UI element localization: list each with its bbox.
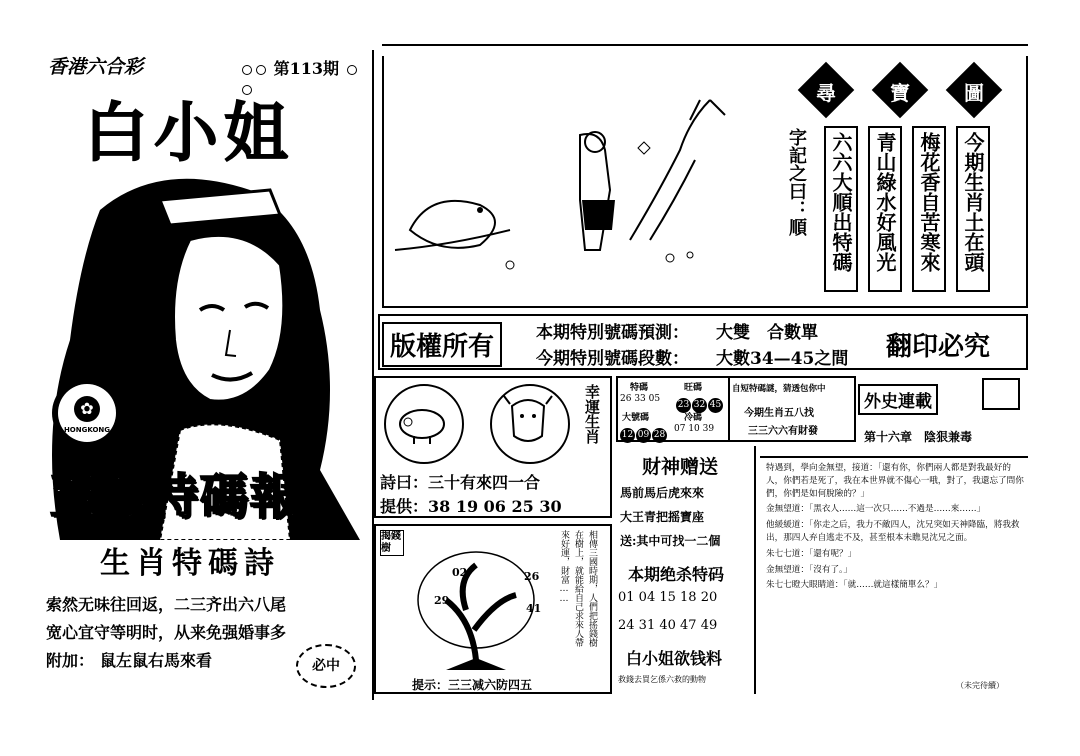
bauhinia-icon: ✿ — [74, 396, 100, 422]
ring-icon — [242, 65, 252, 75]
banner-left: 版權所有 — [382, 322, 502, 367]
auto-title: 自短特碼謎，猜透包你中 — [732, 384, 826, 394]
da-hao-label: 大號碼 — [622, 413, 650, 423]
te-ma-value: 26 33 05 — [620, 394, 661, 404]
te-ma-label: 特碼 — [630, 383, 649, 393]
riddle-line-4: 六六大順出特碼 — [829, 132, 853, 272]
tree-column-3: 來好運，財富…… — [559, 530, 569, 604]
lucky-box — [374, 376, 612, 518]
story-text — [766, 462, 1024, 595]
poem-line-1: 索然无味往回返，二三齐出六八尾 — [46, 595, 287, 614]
story-paragraph: 朱七七道：「還有呢？」 — [766, 548, 857, 559]
auto-line-2: 三三六六有財發 — [748, 426, 818, 437]
caishen-line-1: 馬前馬后虎來來 — [620, 486, 705, 500]
ox-icon — [490, 384, 570, 464]
logo-text: HONGKONG — [63, 426, 111, 434]
ball: 45 — [708, 398, 723, 413]
ball: 28 — [652, 428, 667, 443]
numbers-grid — [618, 378, 730, 440]
brand-title: 白小姐 — [84, 96, 294, 171]
bizhong-stamp: 必中 — [296, 644, 356, 688]
banner-line1-label: 本期特別號碼預測： — [536, 323, 689, 343]
caishen-line-3: 送:其中可找一二個 — [620, 534, 721, 548]
story-paragraph: 金無望道：「沒有了。」 — [766, 564, 852, 575]
tree-hint: 提示：三三减六防四五 — [412, 678, 533, 692]
top-rule — [430, 46, 730, 48]
tree-column-2: 在樹上，就能給自己求來人帶 — [573, 530, 583, 647]
lucky-label: 幸運生肖 — [583, 384, 601, 444]
tree-number: 41 — [526, 602, 542, 615]
story-paragraph: 特遇到，學向金無望，接道：「還有你，你們兩人都是對我最好的人，你們若是死了，我在本世界就不傷心一哦，對了，我還忘了問你們，你們是如何脫險的？」 — [766, 463, 1024, 499]
story-chapter: 第十六章 陰狠兼毒 — [864, 430, 973, 444]
riddle-illustration — [390, 80, 770, 290]
ring-icon — [347, 65, 357, 75]
ball: 23 — [676, 398, 691, 413]
banner-right: 翻印必究 — [886, 332, 991, 362]
story-paragraph: 他緩緩道：「你走之后，我力不敵四人，沈兄突如天神降臨，將我救出，那四人弃自逃走不及，甚至根本未瞧見沈兄之面。 — [766, 520, 1020, 543]
riddle-column-4 — [824, 126, 858, 292]
banner-line2-value: 大數34—45之間 — [716, 349, 849, 369]
issue-number: 第113期 — [273, 59, 339, 78]
brand-text: 香港六合彩 — [48, 56, 144, 78]
tree-column-1: 相傳三國時期，人們把搖錢樹 — [587, 530, 597, 647]
main-title: 至尊特碼報 — [50, 469, 301, 525]
pig-icon — [384, 384, 464, 464]
tree-number: 26 — [524, 570, 540, 583]
computer-icon — [982, 378, 1020, 410]
tree-number: 29 — [434, 594, 450, 607]
riddle-line-2: 梅花香自苦寒來 — [917, 132, 941, 272]
money-tree-box — [374, 524, 612, 694]
story-paragraph: 金無望道：「黑衣人……這一次只……不過是……來……」 — [766, 504, 986, 515]
ball: 12 — [620, 428, 635, 443]
kill-title: 本期绝杀特码 — [628, 565, 725, 584]
lucky-poem: 詩曰：三十有來四一合 — [380, 473, 541, 492]
riddle-column-1 — [956, 126, 990, 292]
banner-line1-value: 大雙 合數單 — [716, 323, 818, 343]
badge-xun: 尋 — [816, 81, 836, 105]
kill-row-2: 24 31 40 47 49 — [618, 618, 718, 633]
badge-bao: 寶 — [890, 81, 910, 105]
poem-line-2: 宽心宜守等明时，从来免强婚事多 — [46, 623, 287, 642]
badge-tu: 圖 — [964, 81, 984, 105]
leng-ma-value: 07 10 39 — [674, 424, 715, 434]
hongkong-logo — [52, 378, 122, 448]
ring-icon — [256, 65, 266, 75]
caishen-footer: 白小姐欲钱料 — [626, 649, 723, 668]
riddle-column-2 — [912, 126, 946, 292]
story-box — [760, 376, 1030, 694]
addon-text: 鼠左鼠右馬來看 — [100, 651, 213, 670]
banner-line2-label: 今期特別號碼段數： — [536, 349, 689, 369]
tree-corner-label: 揭錢樹 — [380, 530, 404, 556]
leng-ma-label: 冷碼 — [684, 413, 703, 423]
auto-line-1: 今期生肖五八找 — [744, 408, 814, 419]
story-paragraph: 朱七七瞪大眼睛道：「就……就這樣簡單么？」 — [766, 580, 943, 591]
caishen-line-2: 大王青把摇寶座 — [620, 510, 705, 524]
copyright-banner — [378, 314, 1028, 370]
lucky-provide: 提供：38 19 06 25 30 — [380, 497, 562, 516]
kill-row-1: 01 04 15 18 20 — [618, 590, 718, 605]
riddle-line-3: 青山綠水好風光 — [873, 132, 897, 272]
riddle-note: 字記之曰：順 — [786, 128, 807, 236]
caishen-title: 财神赠送 — [642, 456, 719, 478]
poem-title: 生肖特碼詩 — [100, 546, 280, 581]
tree-number: 02 — [452, 566, 468, 579]
da-hao-balls — [620, 422, 668, 443]
story-divider — [760, 456, 1028, 458]
wang-ma-label: 旺碼 — [684, 383, 703, 393]
addon-label: 附加： — [46, 651, 95, 670]
riddle-line-1: 今期生肖土在頭 — [961, 132, 985, 272]
story-continued: （未完待續） — [956, 681, 1004, 690]
left-panel — [40, 50, 372, 700]
riddle-column-3 — [868, 126, 902, 292]
money-tree-image — [406, 540, 546, 680]
ball: 09 — [636, 428, 651, 443]
caishen-footer-note: 救錢去買乞係六救的動物 — [618, 675, 706, 684]
story-title: 外史連載 — [858, 384, 938, 415]
ball: 32 — [692, 398, 707, 413]
caishen-box — [616, 446, 756, 694]
